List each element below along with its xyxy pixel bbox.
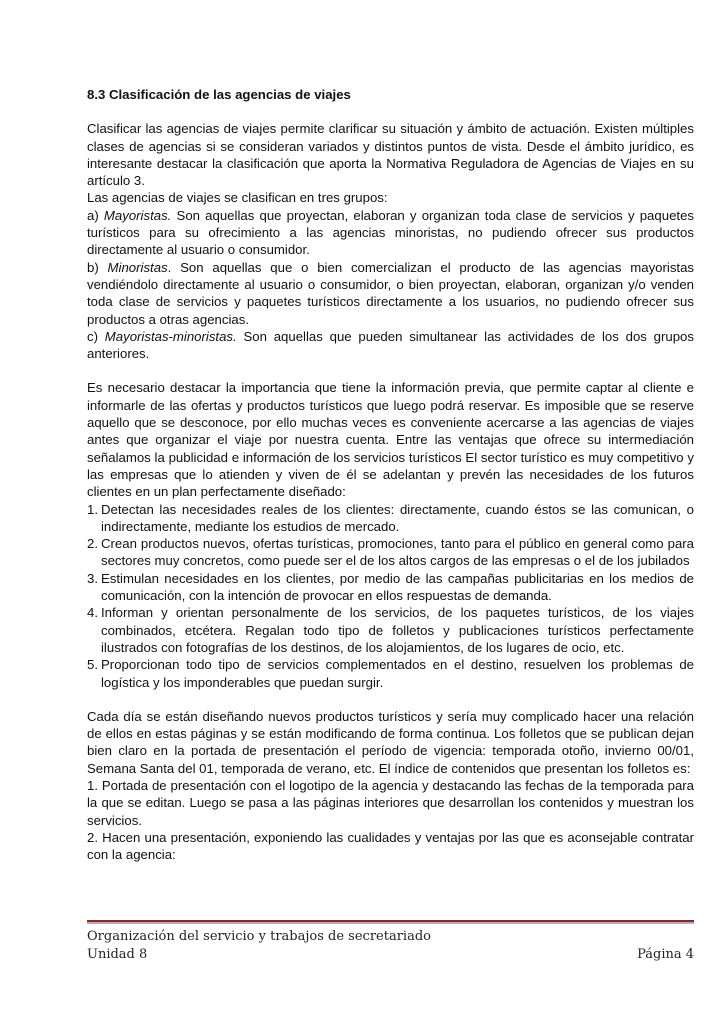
- list-number: 5.: [87, 657, 98, 673]
- list-number: 3.: [87, 570, 98, 586]
- index-item: 2. Hacen una presentación, exponiendo las cualidades y ventajas por las que es aconsejable contratar con la agencia:: [87, 829, 694, 863]
- list-text: Detectan las necesidades reales de los clientes: directamente, cuando éstos se las comunican, o indirectamente, mediante los estudios de mercado.: [101, 501, 694, 534]
- page-footer: [87, 928, 694, 964]
- list-item: [87, 604, 694, 656]
- group-text: Son aquellas que pueden simultanear las actividades de los dos grupos anteriores.: [87, 328, 694, 362]
- list-item: [87, 501, 694, 536]
- group-letter: b): [87, 259, 99, 275]
- intro-paragraph: Clasificar las agencias de viajes permite clarificar su situación y ámbito de actuación. Existen múltiples clases de agencias si se consideran variados y distintos puntos de vista. Desde el ámbito jurídico, es interesante destacar la clasificación que aporta la Normativa Reguladora de Agencias de Viajes en su artículo 3.: [87, 121, 694, 189]
- group-text: Son aquellas que proyectan, elaboran y organizan toda clase de servicios y paquetes turísticos para su ofrecimiento a las agencias minoristas, no pudiendo ofrecer sus productos directamente al usuario o consumidor.: [87, 207, 694, 258]
- list-text: Proporcionan todo tipo de servicios complementados en el destino, resuelven los problemas de logística y los imponderables que puedan surgir.: [101, 657, 694, 690]
- group-term: Mayoristas.: [103, 207, 172, 223]
- group-text: . Son aquellas que o bien comercializan el producto de las agencias mayoristas vendiéndolo directamente al usuario o consumidor, o bien proyectan, elaboran, organizan y/o venden toda clase de servicios y paquetes turísticos directamente a los usuarios, no pudiendo ofrecer sus productos a otras agencias.: [87, 259, 695, 327]
- group-item-mayoristas: [87, 207, 694, 259]
- list-item: [87, 535, 694, 570]
- list-text: Crean productos nuevos, ofertas turísticas, promociones, tanto para el público en general como para sectores muy concretos, como puede ser el de los altos cargos de las empresas o el de los jubilados: [101, 536, 694, 569]
- paragraph-spacer: [87, 362, 694, 379]
- advantages-list: [87, 501, 694, 691]
- list-number: 4.: [87, 605, 98, 621]
- section-heading: 8.3 Clasificación de las agencias de viajes: [87, 87, 351, 102]
- list-number: 2.: [87, 536, 98, 552]
- footer-unit: Unidad 8: [87, 947, 148, 962]
- group-letter: a): [87, 207, 99, 223]
- list-text: Informan y orientan personalmente de los servicios, de los paquetes turísticos, de los viajes combinados, etcétera. Regalan todo tipo de folletos y publicaciones turísticos perfectamente ilustrados con fotografías de los destinos, de los alojamientos, de los lugares de ocio, etc.: [101, 605, 694, 655]
- group-term: Minoristas: [107, 259, 168, 275]
- group-item-minoristas: [87, 259, 694, 328]
- list-text: Estimulan necesidades en los clientes, por medio de las campañas publicitarias en los medios de comunicación, con la intención de provocar en ellos respuestas de demanda.: [101, 570, 694, 604]
- group-item-mayoristas-minoristas: [87, 328, 694, 363]
- group-letter: c): [87, 328, 98, 344]
- importance-paragraph: Es necesario destacar la importancia que tiene la información previa, que permite captar al cliente e informarle de las ofertas y productos turísticos que luego podrá reservar. Es imposible que se reserve aquello que se desconoce, por ello muchas veces es conveniente acercarse a las agencias de viajes antes que organizar el viaje por nuestra cuenta. Entre las ventajas que ofrece su intermediación señalamos la publicidad e información de los servicios turísticos El sector turístico es muy competitivo y las empresas que lo atienden y viven de él se adelantan y prevén las necesidades de los futuros clientes en un plan perfectamente diseñado:: [87, 380, 694, 500]
- list-number: 1.: [87, 501, 98, 517]
- footer-divider: [87, 920, 694, 922]
- page-number: Página 4: [637, 947, 694, 962]
- paragraph-spacer: [87, 691, 694, 708]
- groups-intro: Las agencias de viajes se clasifican en tres grupos:: [87, 190, 388, 206]
- group-term: Mayoristas-minoristas.: [104, 328, 237, 344]
- list-item: [87, 656, 694, 691]
- index-item: 1. Portada de presentación con el logotipo de la agencia y destacando las fechas de la temporada para la que se editan. Luego se pasa a las páginas interiores que desarrollan los contenidos y muestran los servicios.: [87, 777, 694, 828]
- footer-title: Organización del servicio y trabajos de secretariado: [87, 929, 431, 944]
- products-paragraph: Cada día se están diseñando nuevos productos turísticos y sería muy complicado hacer una relación de ellos en estas páginas y se están modificando de forma continua. Los folletos que se publican dejan bien claro en la portada de presentación el período de vigencia: temporada otoño, invierno 00/01, Semana Santa del 01, temporada de verano, etc. El índice de contenidos que presentan los folletos es:: [87, 708, 694, 776]
- document-body: [87, 86, 694, 863]
- list-item: [87, 570, 694, 605]
